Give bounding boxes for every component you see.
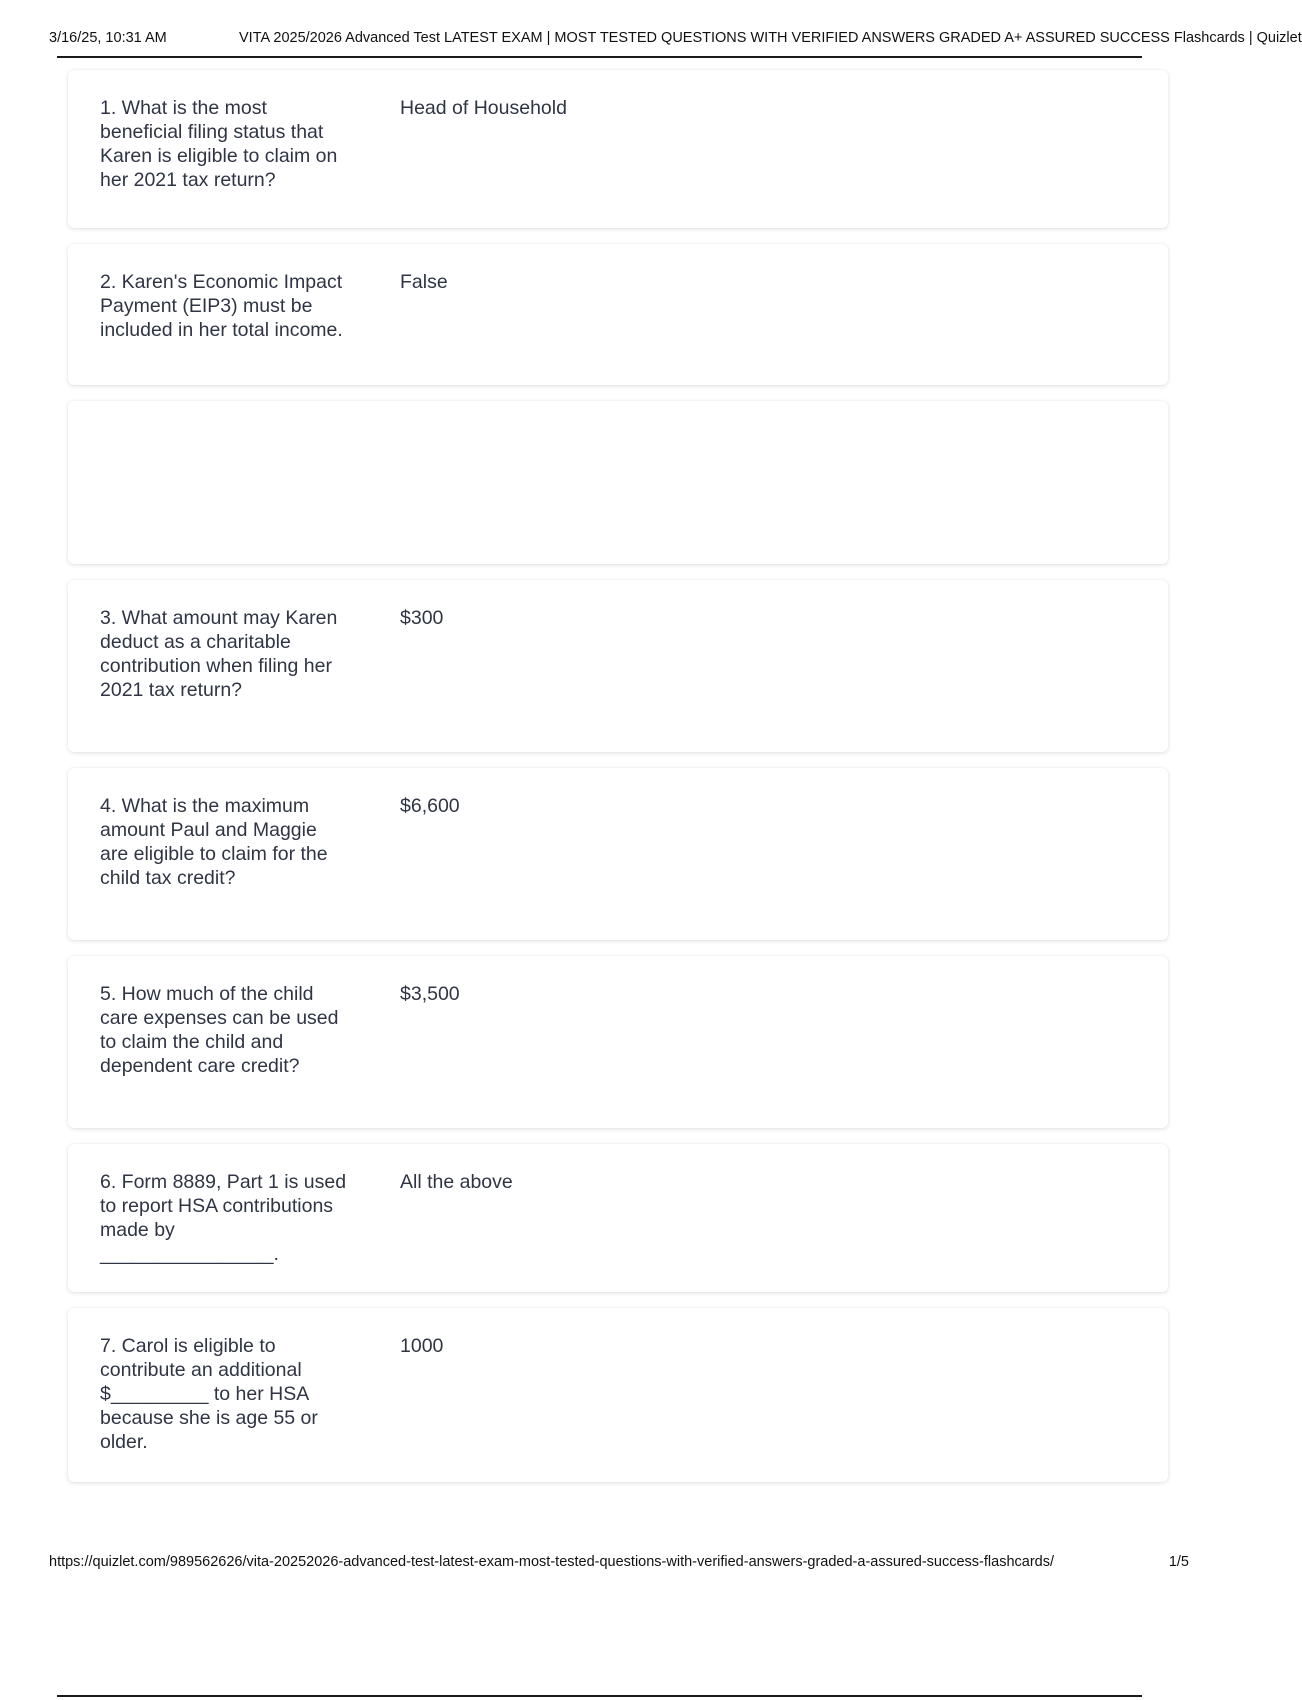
flashcard-6[interactable] [68, 1144, 1168, 1292]
flashcard-term: 2. Karen's Economic Impact Payment (EIP3) must be included in her total income. [100, 271, 343, 341]
flashcard-term: 4. What is the maximum amount Paul and Maggie are eligible to claim for the child tax credit? [100, 795, 328, 889]
flashcard-definition: All the above [400, 1171, 513, 1193]
flashcard-list [68, 70, 1168, 1498]
flashcard-7[interactable] [68, 1308, 1168, 1482]
flashcard-definition: Head of Household [400, 97, 567, 119]
flashcard-definition: 1000 [400, 1335, 444, 1357]
flashcard-definition: False [400, 271, 448, 293]
flashcard-1[interactable] [68, 70, 1168, 228]
flashcard-2[interactable] [68, 244, 1168, 385]
print-header [49, 30, 1302, 52]
flashcard-term: 3. What amount may Karen deduct as a charitable contribution when filing her 2021 tax return? [100, 607, 338, 701]
page-number: 1/5 [1168, 1554, 1189, 1570]
flashcard-definition: $3,500 [400, 983, 460, 1005]
flashcard-definition: $6,600 [400, 795, 460, 817]
print-footer [49, 1554, 1189, 1576]
page-url: https://quizlet.com/989562626/vita-20252026-advanced-test-latest-exam-most-tested-questions-with-verified-answers-graded-a-assured-success-flashcards/ [49, 1554, 1055, 1570]
flashcard-3[interactable] [68, 580, 1168, 752]
flashcard-term: 5. How much of the child care expenses can be used to claim the child and dependent care credit? [100, 983, 339, 1077]
flashcard-blank[interactable] [68, 401, 1168, 564]
flashcard-4[interactable] [68, 768, 1168, 940]
flashcard-5[interactable] [68, 956, 1168, 1128]
flashcard-term: 7. Carol is eligible to contribute an additional $_________ to her HSA because she is age 55 or older. [100, 1335, 318, 1453]
document-title: VITA 2025/2026 Advanced Test LATEST EXAM | MOST TESTED QUESTIONS WITH VERIFIED ANSWERS GRADED A+ ASSURED SUCCESS Flashcards | Quizlet [239, 30, 1302, 46]
flashcard-definition: $300 [400, 607, 444, 629]
bottom-divider [57, 1695, 1142, 1697]
flashcard-term: 1. What is the most beneficial filing status that Karen is eligible to claim on her 2021 tax return? [100, 97, 338, 191]
header-divider [57, 56, 1142, 58]
flashcard-term: 6. Form 8889, Part 1 is used to report HSA contributions made by ________________. [100, 1171, 347, 1265]
print-datetime: 3/16/25, 10:31 AM [49, 30, 167, 46]
